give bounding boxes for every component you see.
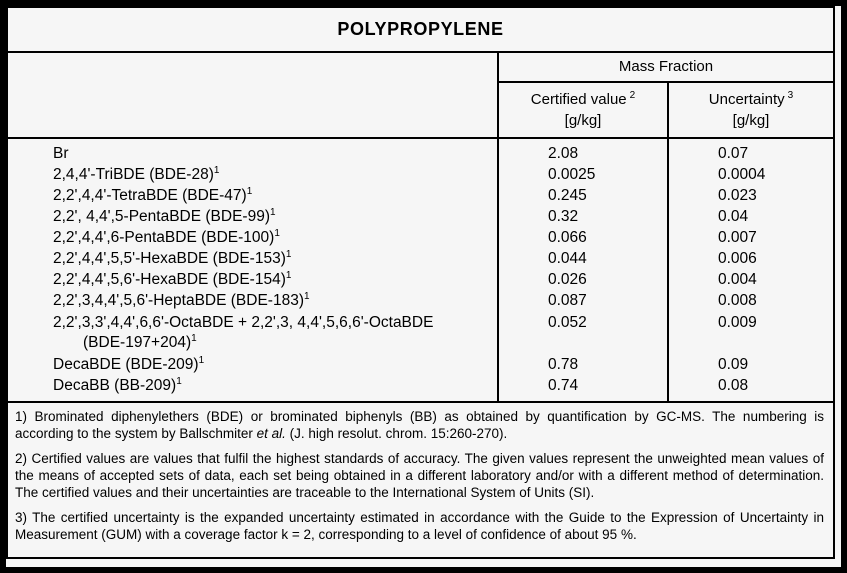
uncertainty-value: 0.07 [668,138,834,165]
certified-value: 0.0025 [498,165,668,186]
footnote-1-ref: 1 [274,228,280,240]
table-row [7,291,834,312]
uncertainty-value: 0.09 [668,355,834,376]
certified-value: 2.08 [498,138,668,165]
table-row [7,165,834,186]
certified-value: 0.066 [498,228,668,249]
footnotes-row [7,402,834,558]
table-row [7,138,834,165]
compound-name: 2,2',3,4,4',5,6'-HeptaBDE $(BDE-183)^1$ [53,291,310,310]
certified-value: 0.245 [498,186,668,207]
table-row [7,355,834,376]
page-title: POLYPROPYLENE [7,7,834,52]
group-header-row [7,52,834,82]
footnote-1-ref: 1 [285,249,292,261]
compound-name-cell [7,186,498,207]
footnote [15,450,824,501]
compound-name: DecaBDE $(BDE-209)^1$ [53,354,205,373]
certified-value: 0.32 [498,207,668,228]
compound-name: 2,2',4,4'-TetraBDE $(BDE-47)^1$ [53,186,253,205]
compound-name-cell [7,165,498,186]
uncertainty-value: 0.008 [668,291,834,312]
table-row [7,270,834,291]
compound-name: 2,2',4,4',6-PentaBDE $(BDE-100)^1$ [53,228,280,247]
uncertainty-unit: [g/kg] [732,112,770,130]
certified-value: 0.044 [498,249,668,270]
certified-value: 0.78 [498,355,668,376]
compound-name: 2,2',4,4',5,5'-HexaBDE $(BDE-153)^1$ [53,249,292,268]
uncertainty-value: 0.08 [668,376,834,402]
footnotes-section [7,402,834,558]
table-row [7,207,834,228]
footnote-1-ref: 1 [246,186,253,198]
uncertainty-label: Uncertainty [708,91,785,109]
compound-name-cell [7,249,498,270]
footnote-1-ref: 1 [191,332,197,344]
compound-name: 2,4,4'-TriBDE $(BDE-28)^1$ [53,165,220,184]
certified-value-column-header [498,82,668,138]
certified-value: 0.026 [498,270,668,291]
compound-name-line2: $(BDE-197+204)^1$ [83,332,197,351]
table-row [7,228,834,249]
footnote-text: 1) Brominated diphenylethers (BDE) or brominated biphenyls (BB) as obtained by quantification by GC-MS. The numbering is according to the system by Ballschmiter [15,408,824,441]
footnote-1-ref: 1 [176,375,182,387]
uncertainty-value: 0.023 [668,186,834,207]
uncertainty-label-line [669,89,833,110]
compound-name: DecaBB $(BB-209)^1$ [53,375,182,394]
compound-name-cell [7,291,498,312]
compound-name-cell [7,376,498,402]
footnote-text: 2) Certified values are values that fulfil the highest standards of accuracy. The given values represent the unweighted mean values of the means of accepted sets of data, each set being obtained in a different laboratory and/or with a different method of determination. The certified values and their uncertainties are traceable to the International System of Units (SI). [15,450,824,500]
footnote-1-ref: 1 [303,291,310,303]
footnote-2-ref: 2 [629,90,636,102]
table-row [7,186,834,207]
footnote-text: (J. high resolut. chrom. 15:260-270). [285,425,508,441]
compound-name-cell [7,270,498,291]
uncertainty-value: 0.007 [668,228,834,249]
table-row [7,249,834,270]
compound-name: 2,2',4,4',5,6'-HexaBDE $(BDE-154)^1$ [53,270,292,289]
title-row [7,7,834,52]
compound-name: 2,2',3,3',4,4',6,6'-OctaBDE + 2,2',3, 4,4',5,6,6'-OctaBDE [53,313,434,331]
compound-name-cell [7,355,498,376]
footnote-1-ref: 1 [213,165,220,177]
compound-name-cell [7,138,498,165]
footnote-3-ref: 3 [787,90,794,102]
compound-name: Br [53,145,69,163]
certified-value-unit: [g/kg] [564,112,602,130]
footnote-text-italic: et al. [256,425,286,441]
compound-name-cell [7,207,498,228]
uncertainty-value: 0.0004 [668,165,834,186]
table-row [7,376,834,402]
certificate-table [6,6,835,559]
uncertainty-value: 0.009 [668,313,834,355]
footnote-text: 3) The certified uncertainty is the expanded uncertainty estimated in accordance with the Guide to the Expression of Uncertainty in Measurement (GUM) with a coverage factor k = 2, corresponding to a level of confidence of about 95 %. [15,509,824,542]
certified-value-label: Certified value [530,91,627,109]
compound-column-header-empty [7,52,498,138]
uncertainty-value: 0.004 [668,270,834,291]
footnote [15,408,824,442]
table-row [7,313,834,355]
uncertainty-value: 0.006 [668,249,834,270]
footnote-1-ref: 1 [285,270,292,282]
compound-name: 2,2', 4,4',5-PentaBDE $(BDE-99)^1$ [53,207,276,226]
certified-value: 0.74 [498,376,668,402]
compound-name-cell [7,313,498,355]
uncertainty-value: 0.04 [668,207,834,228]
certified-value: 0.087 [498,291,668,312]
compound-name-cell [7,228,498,249]
footnote-1-ref: 1 [270,207,276,219]
footnote [15,509,824,543]
certified-value-label-line [499,89,667,110]
mass-fraction-header: Mass Fraction [498,52,834,82]
uncertainty-column-header [668,82,834,138]
data-rows-section [7,138,834,402]
certified-value: 0.052 [498,313,668,355]
footnote-1-ref: 1 [198,354,205,366]
